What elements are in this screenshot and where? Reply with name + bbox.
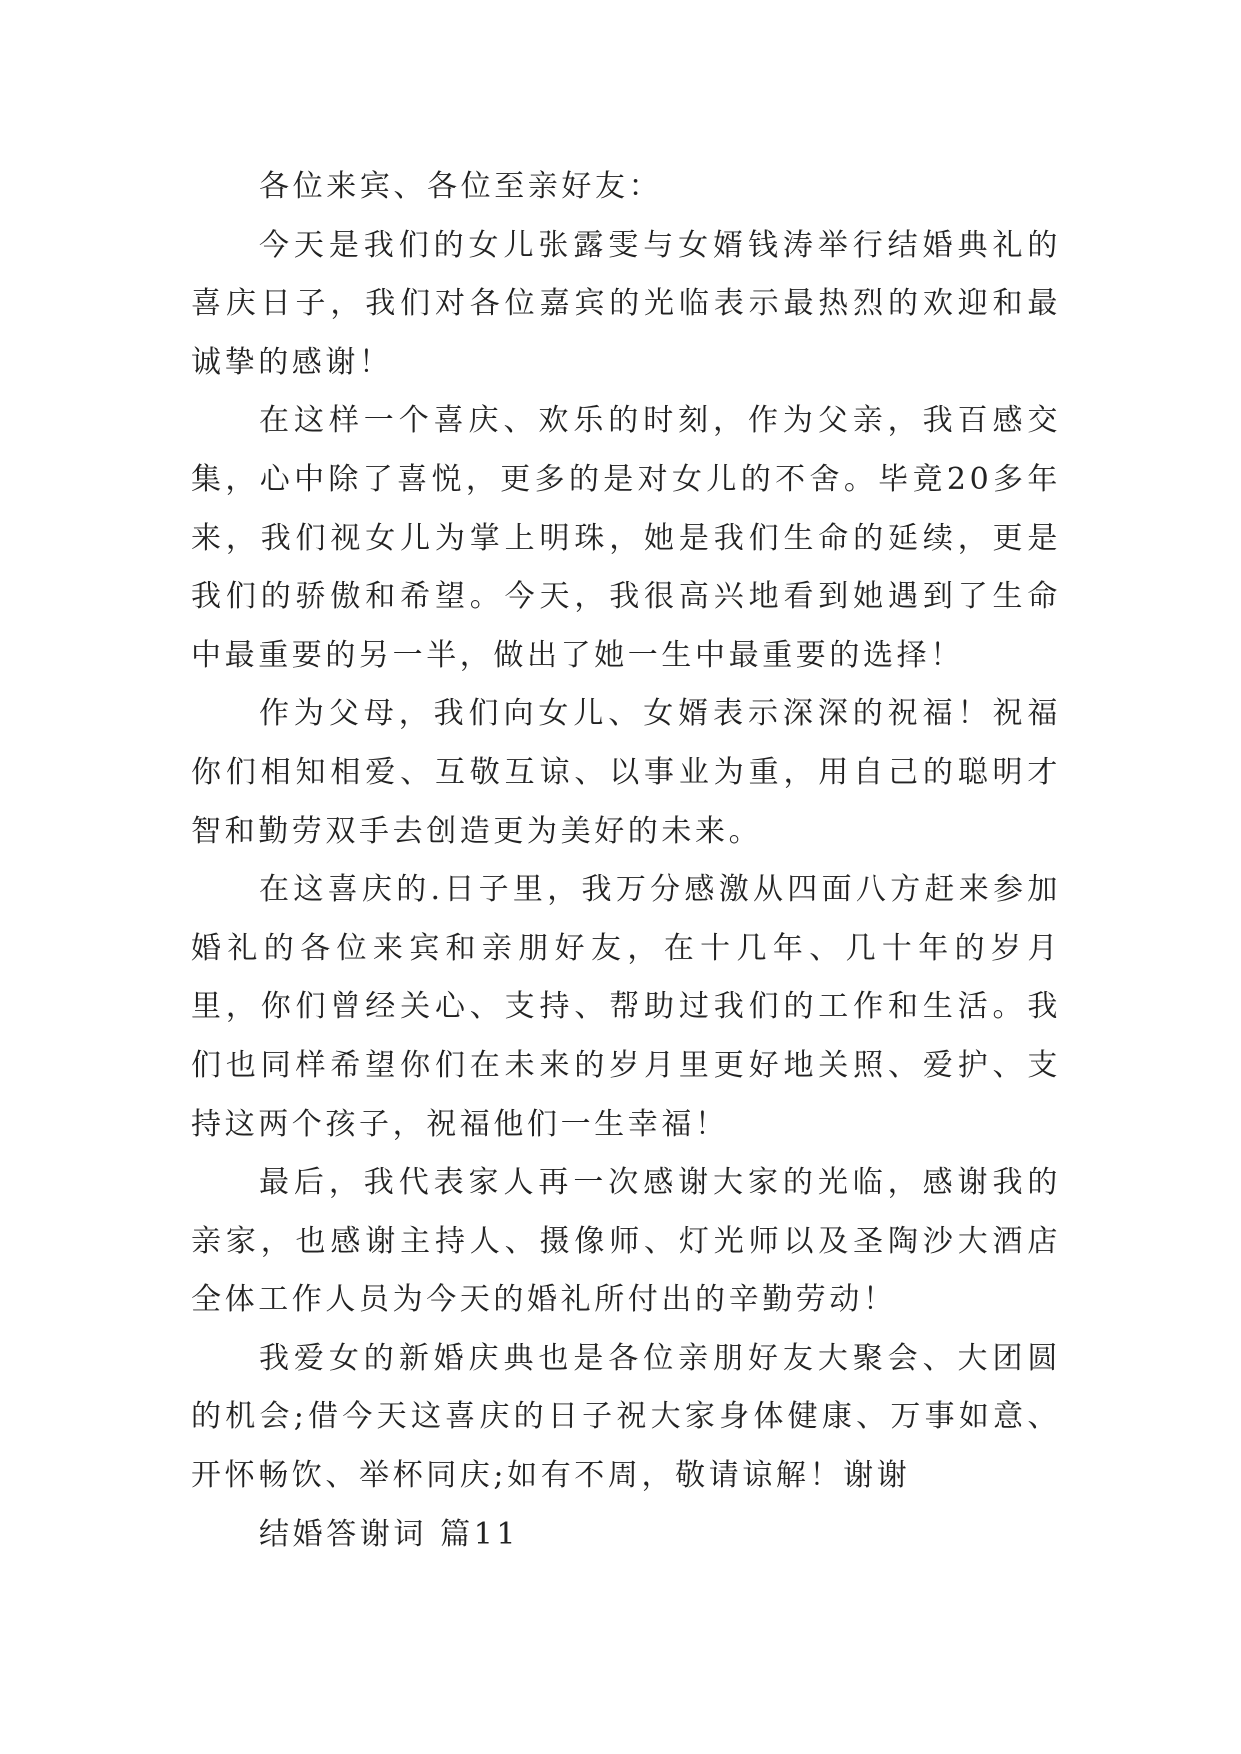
blessing-paragraph: 作为父母，我们向女儿、女婿表示深深的祝福！祝福你们相知相爱、互敬互谅、以事业为重，用自己的聪明才智和勤劳双手去创造更为美好的未来。 [191, 696, 1061, 849]
document-body [191, 158, 1061, 1564]
gratitude-guests-paragraph: 在这喜庆的.日子里，我万分感激从四面八方赶来参加婚礼的各位来宾和亲朋好友，在十几年、几十年的岁月里，你们曾经关心、支持、帮助过我们的工作和生活。我们也同样希望你们在未来的岁月里更好地关照、爱护、支持这两个孩子，祝福他们一生幸福！ [191, 872, 1061, 1142]
father-feelings-paragraph: 在这样一个喜庆、欢乐的时刻，作为父亲，我百感交集，心中除了喜悦，更多的是对女儿的不舍。毕竟20多年来，我们视女儿为掌上明珠，她是我们生命的延续，更是我们的骄傲和希望。今天，我很高兴地看到她遇到了生命中最重要的另一半，做出了她一生中最重要的选择！ [191, 403, 1061, 673]
welcome-paragraph: 今天是我们的女儿张露雯与女婿钱涛举行结婚典礼的喜庆日子，我们对各位嘉宾的光临表示最热烈的欢迎和最诚挚的感谢！ [191, 227, 1061, 380]
section-heading: 结婚答谢词 篇11 [259, 1516, 520, 1552]
thanks-staff-paragraph: 最后，我代表家人再一次感谢大家的光临，感谢我的亲家，也感谢主持人、摄像师、灯光师以及圣陶沙大酒店全体工作人员为今天的婚礼所付出的辛勤劳动！ [191, 1165, 1061, 1318]
closing-paragraph: 我爱女的新婚庆典也是各位亲朋好友大聚会、大团圆的机会;借今天这喜庆的日子祝大家身体健康、万事如意、开怀畅饮、举杯同庆;如有不周，敬请谅解！谢谢 [191, 1340, 1061, 1494]
salutation-paragraph: 各位来宾、各位至亲好友： [259, 169, 663, 204]
